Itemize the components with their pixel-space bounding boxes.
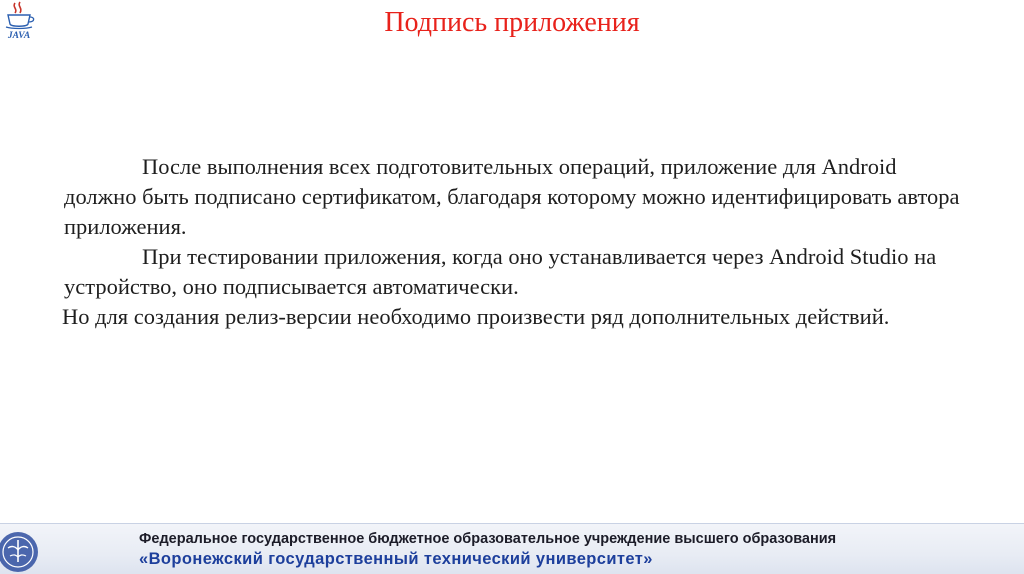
university-emblem-icon [0,528,48,574]
paragraph-2: При тестировании приложения, когда оно устанавливается через Android Studio на устройство, оно подписывается автоматически. [64,244,937,299]
university-emblem [0,528,48,574]
paragraph-3: Но для создания релиз-версии необходимо произвести ряд дополнительных действий. [62,304,890,329]
footer-university-name: «Воронежский государственный технический университет» [139,550,653,568]
footer-institution-type: Федеральное государственное бюджетное образовательное учреждение высшего образования [139,531,837,547]
java-logo-text: JAVA [7,31,31,41]
paragraph-1: После выполнения всех подготовительных операций, приложение для Android должно быть подписано сертификатом, благодаря которому можно идентифицировать автора приложения. [64,154,960,239]
slide-body [64,152,964,332]
slide-title: Подпись приложения [384,7,640,38]
footer-bar [0,523,1024,574]
